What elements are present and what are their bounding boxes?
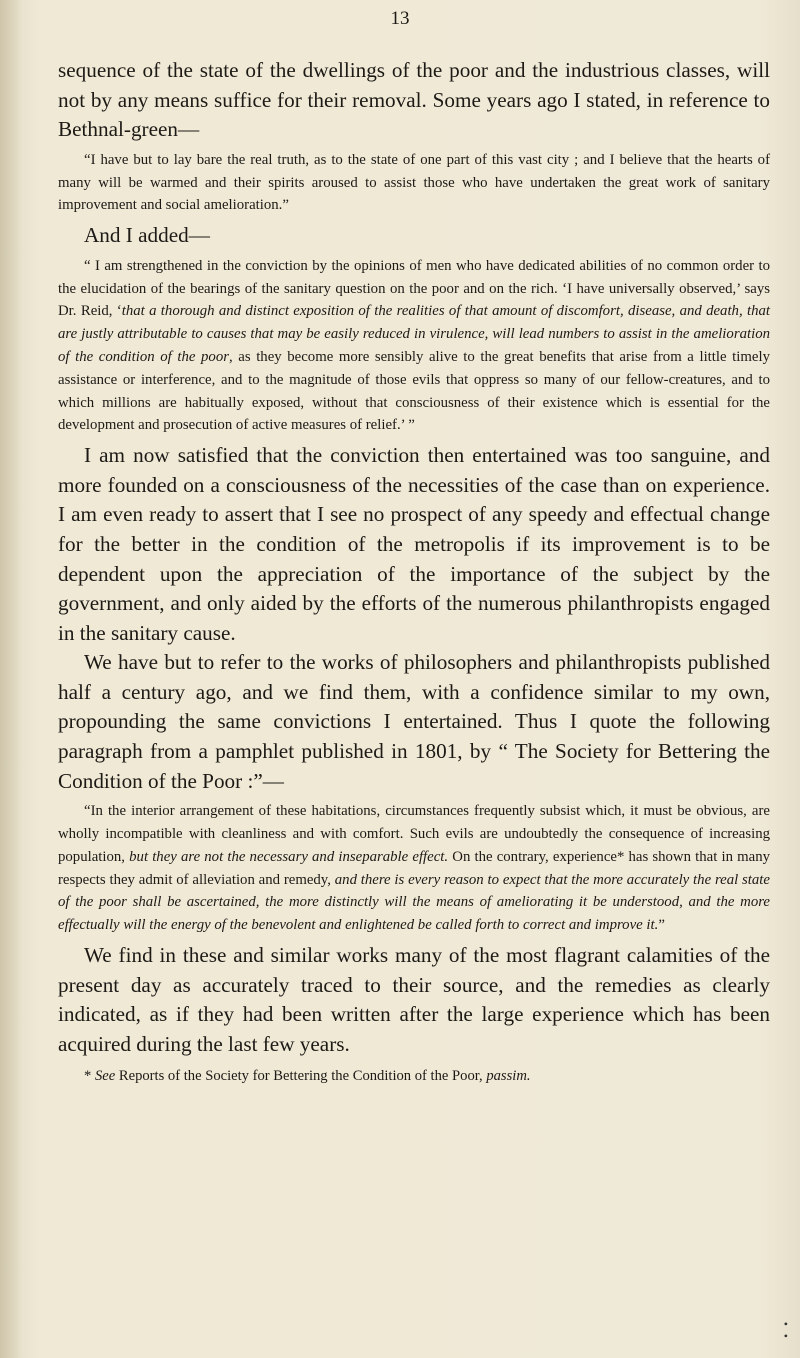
quote-dr-reid-part-3: , as they become more sensibly alive to the great benefits that arise from a little timely assistance or interference, and to the magnitude of those evils that oppress so many of our fellow-creatures, and to which millions are habitually exposed, without that consciousness of their existence which is essential for the development and prosecution of active measures of relief.’ ” xyxy=(58,348,770,434)
footnote-marker: * xyxy=(84,1068,95,1085)
quote-society-italic-1: but they are not the necessary and inseparable effect. xyxy=(129,848,449,865)
footnote-passim: passim. xyxy=(486,1068,531,1085)
quote-society-part-3: On the contrary, experience* has shown that in many respects they admit of alleviation and remedy, xyxy=(58,848,770,888)
quote-society-part-1: “In the interior arrangement of these habitations, circumstances frequently subsist which, it must be obvious, are wholly incompatible with cleanliness and with comfort. Such evils are undoubtedly the consequence of increasing population, xyxy=(58,803,770,865)
footnote-text: Reports of the Society for Bettering the Condition of the Poor, xyxy=(115,1068,487,1085)
paragraph-1: sequence of the state of the dwellings of the poor and the industrious classes, will not by any means suffice for their removal. Some years ago I stated, in reference to Bethnal-green— xyxy=(58,58,770,142)
paragraph-satisfied: I am now satisfied that the conviction then entertained was too sanguine, and more founded on a consciousness of the necessities of the case than on experience. I am even ready to assert that I see no prospect of any speedy and effectual change for the better in the condition of the metropolis if its improvement is to be dependent upon the appreciation of the importance of the subject by the government, and only aided by the efforts of the numerous philanthropists engaged in the sanitary cause. xyxy=(58,443,770,645)
quote-society-close: ” xyxy=(658,917,665,934)
footnote xyxy=(58,1065,770,1087)
page-number: 13 xyxy=(390,8,410,29)
quote-dr-reid-italic: that a thorough and distinct exposition of the realities of that amount of discomfort, disease, and death, that are justly attributable to causes that may be easily reduced in virulence, will lead numbers to assist in the amelioration of the condition of the poor xyxy=(58,303,771,365)
page-gutter-shadow xyxy=(0,0,22,1358)
text-column xyxy=(58,56,770,1087)
quote-dr-reid xyxy=(58,255,770,437)
quote-society-italic-2: and there is every reason to expect that the more accurately the real state of the poor shall be ascertained, the more distinctly will the means of ameliorating it be understood, and the more effectually will the energy of the benevolent and enlightened be called forth to correct and improve it. xyxy=(58,871,770,934)
quote-bethnal-green: “I have but to lay bare the real truth, as to the state of one part of this vast city ; and I believe that the hearts of many will be warmed and their spirits aroused to assist those who have undertaken the great work of sanitary improvement and social amelioration.” xyxy=(58,151,770,214)
quote-dr-reid-part-1: “ I am strengthened in the conviction by the opinions of men who have dedicated abilities of no common order to the elucidation of the bearings of the sanitary question on the poor and on the rich. ‘I have universally observed,’ says Dr. Reid, ‘ xyxy=(58,257,770,320)
paragraph-and-i-added: And I added— xyxy=(84,223,210,248)
paragraph-philosophers: We have but to refer to the works of philosophers and philanthropists published half a century ago, and we find them, with a confidence similar to my own, propounding the same convictions I entertained. Thus I quote the following paragraph from a pamphlet published in 1801, by “ The Society for Bettering the Condition of the Poor :”— xyxy=(58,650,770,793)
paragraph-similar-works: We find in these and similar works many of the most flagrant calamities of the present day as accurately traced to their source, and the remedies as clearly indicated, as if they had been written after the large experience which has been acquired during the last few years. xyxy=(58,943,770,1056)
quote-society-1801 xyxy=(58,800,770,937)
margin-specks: • • xyxy=(783,1317,788,1343)
footnote-see: See xyxy=(94,1068,116,1085)
